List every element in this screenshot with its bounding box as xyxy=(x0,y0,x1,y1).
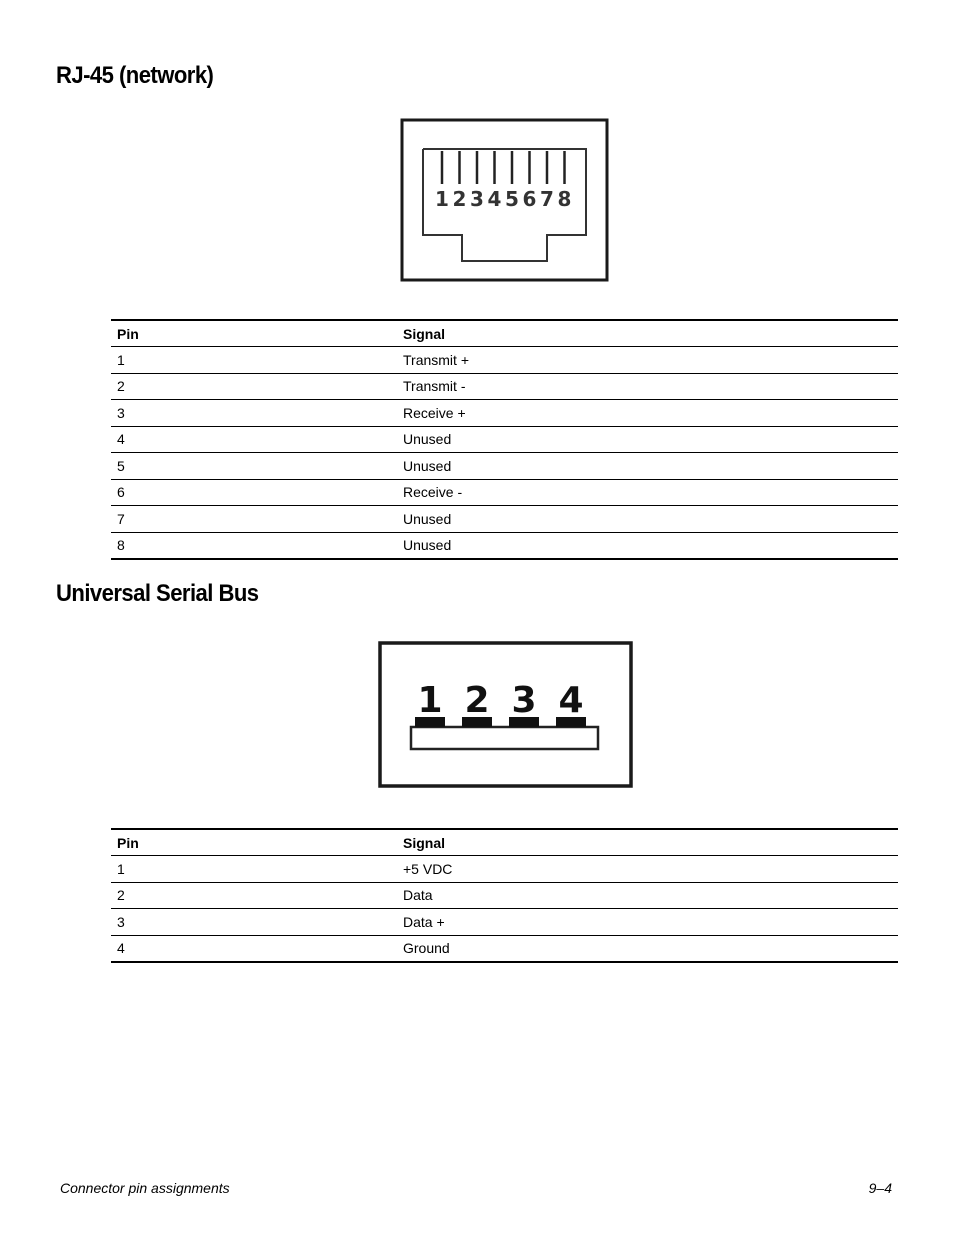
signal-cell: Ground xyxy=(397,935,898,962)
table-row xyxy=(111,506,898,533)
signal-cell: Unused xyxy=(397,506,898,533)
rj45-connector-diagram xyxy=(400,118,610,282)
table-row xyxy=(111,532,898,559)
column-header-signal: Signal xyxy=(403,834,446,851)
table-row xyxy=(111,909,898,936)
pin-cell: 4 xyxy=(111,426,397,453)
pin-cell: 1 xyxy=(111,856,397,883)
column-header-signal: Signal xyxy=(403,325,446,342)
table-row xyxy=(111,426,898,453)
table-row xyxy=(111,400,898,427)
table-row xyxy=(111,935,898,962)
pin-cell: 1 xyxy=(111,347,397,374)
footer-page-number: 9–4 xyxy=(868,1180,892,1196)
table-row xyxy=(111,882,898,909)
signal-cell: Unused xyxy=(397,532,898,559)
pin-cell: 2 xyxy=(111,373,397,400)
usb-pin-number: 1 xyxy=(417,680,443,721)
rj45-pin-number: 5 xyxy=(505,187,519,211)
pin-cell: 3 xyxy=(111,400,397,427)
section-heading-rj45: RJ-45 (network) xyxy=(56,62,214,89)
signal-cell: Unused xyxy=(397,453,898,480)
table-header-row xyxy=(111,320,898,347)
rj45-pin-table xyxy=(111,319,898,560)
rj45-pin-number: 3 xyxy=(470,187,484,211)
column-header-pin: Pin xyxy=(117,325,139,342)
signal-cell: Receive + xyxy=(397,400,898,427)
usb-connector-diagram xyxy=(378,641,634,789)
signal-cell: Data xyxy=(397,882,898,909)
signal-cell: Transmit - xyxy=(397,373,898,400)
rj45-pin-number: 8 xyxy=(557,187,572,211)
signal-cell: Receive - xyxy=(397,479,898,506)
table-row xyxy=(111,453,898,480)
pin-cell: 2 xyxy=(111,882,397,909)
rj45-pin-number: 6 xyxy=(522,187,537,211)
usb-pin-number: 2 xyxy=(464,680,490,721)
table-row xyxy=(111,856,898,883)
pin-cell: 3 xyxy=(111,909,397,936)
pin-cell: 8 xyxy=(111,532,397,559)
table-row xyxy=(111,479,898,506)
signal-cell: Transmit + xyxy=(397,347,898,374)
signal-cell: Unused xyxy=(397,426,898,453)
section-heading-usb: Universal Serial Bus xyxy=(56,580,259,607)
pin-cell: 7 xyxy=(111,506,397,533)
rj45-pin-number: 7 xyxy=(540,187,554,211)
pin-cell: 5 xyxy=(111,453,397,480)
pin-cell: 6 xyxy=(111,479,397,506)
usb-pin-number: 4 xyxy=(558,680,584,721)
column-header-pin: Pin xyxy=(117,834,139,851)
pin-cell: 4 xyxy=(111,935,397,962)
rj45-pin-number: 4 xyxy=(487,187,502,211)
table-header-row xyxy=(111,829,898,856)
footer-section-title: Connector pin assignments xyxy=(60,1180,230,1196)
usb-pin-table xyxy=(111,828,898,963)
table-row xyxy=(111,373,898,400)
signal-cell: +5 VDC xyxy=(397,856,898,883)
table-row xyxy=(111,347,898,374)
rj45-pin-number: 2 xyxy=(452,187,467,211)
usb-pin-number: 3 xyxy=(511,680,537,721)
signal-cell: Data + xyxy=(397,909,898,936)
rj45-pin-number: 1 xyxy=(435,187,449,211)
